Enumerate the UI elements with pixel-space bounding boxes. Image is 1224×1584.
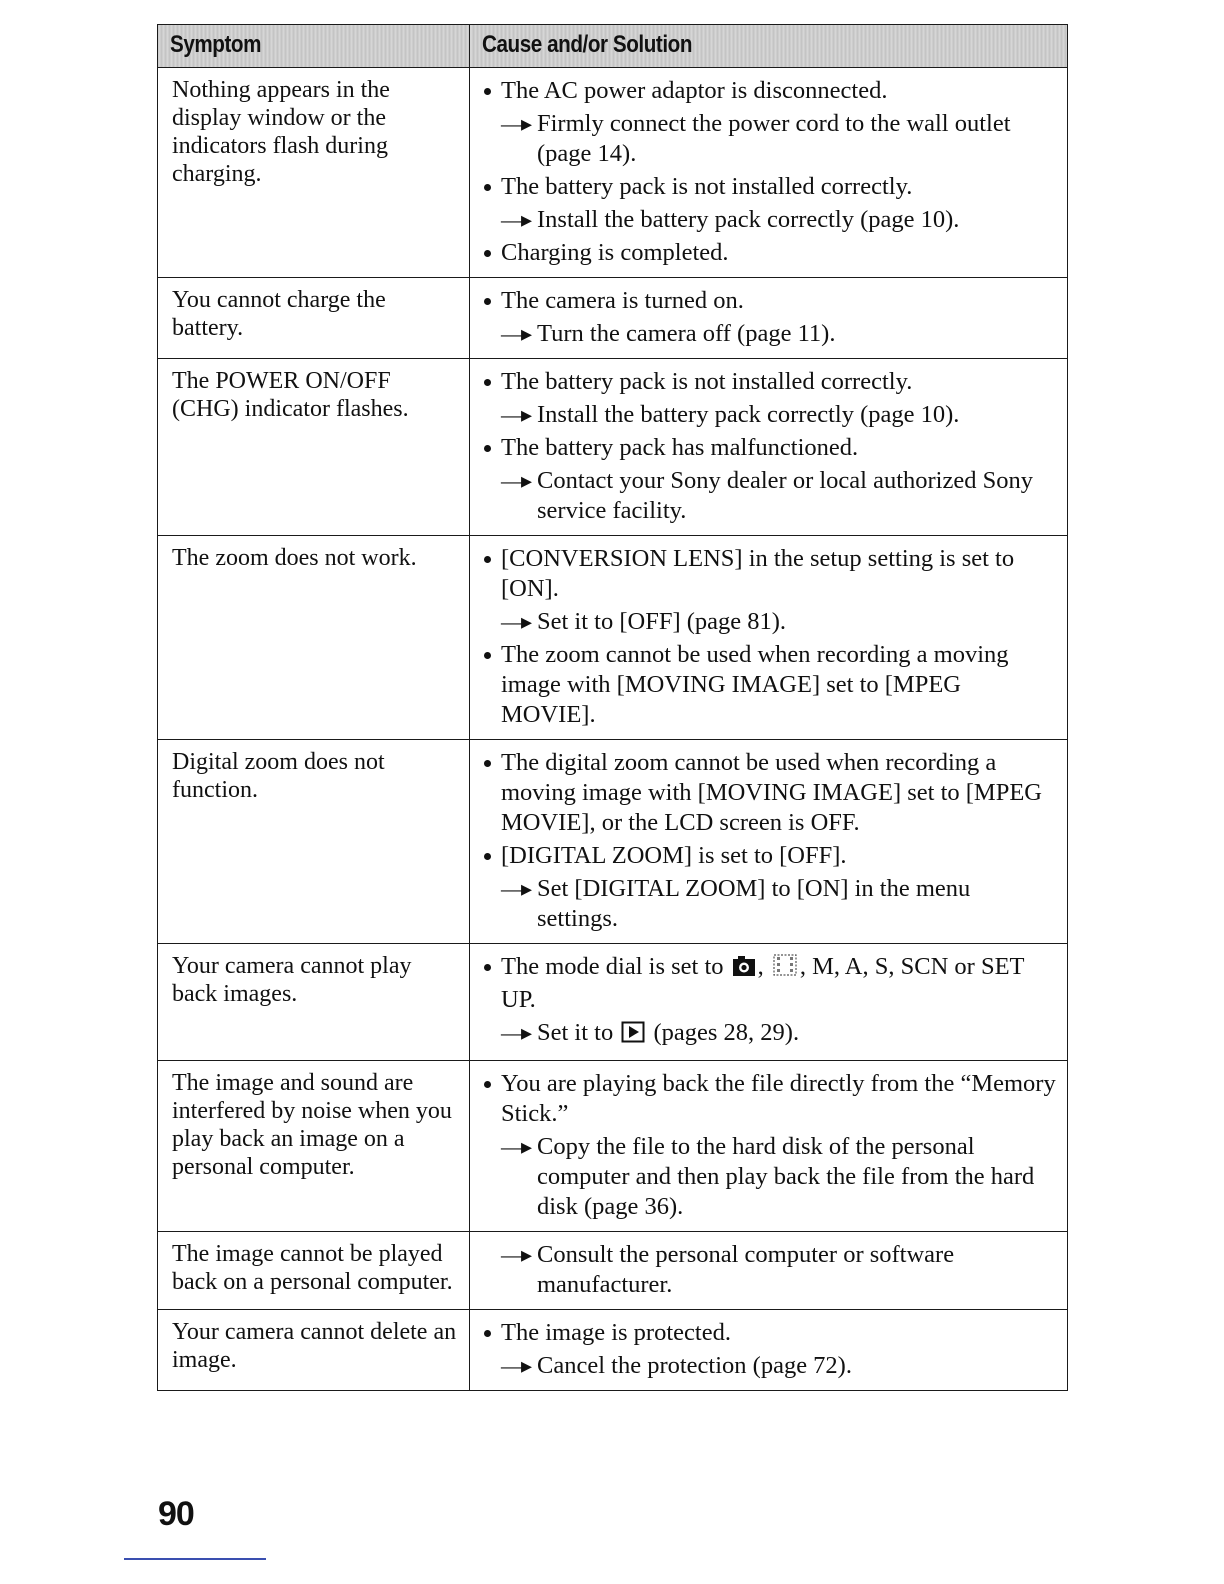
solution-cell: [470, 944, 1068, 1061]
cause-item: The image is protected.: [482, 1318, 1057, 1348]
cause-item: [CONVERSION LENS] in the setup setting is set to [ON].: [482, 544, 1057, 604]
symptom-cell: The zoom does not work.: [158, 536, 470, 740]
troubleshooting-table: [157, 24, 1068, 1391]
remedy-item: —▸ Consult the personal computer or software manufacturer.: [501, 1241, 955, 1298]
footer-rule: [124, 1558, 266, 1560]
symptom-cell: Your camera cannot delete an image.: [158, 1310, 470, 1391]
cause-item: The AC power adaptor is disconnected.: [482, 76, 1057, 106]
remedy-item: —▸ Install the battery pack correctly (page 10).: [501, 401, 960, 428]
arrow-right-icon: —▸: [501, 321, 531, 346]
arrow-right-icon: —▸: [501, 402, 531, 427]
solution-cell: [470, 740, 1068, 944]
arrow-right-icon: —▸: [501, 1134, 531, 1159]
table-row: [158, 740, 1068, 944]
cause-item: The battery pack is not installed correctly.: [482, 172, 1057, 202]
solution-cell: [470, 278, 1068, 359]
symptom-cell: Nothing appears in the display window or the indicators flash during charging.: [158, 68, 470, 278]
cause-item: The zoom cannot be used when recording a moving image with [MOVING IMAGE] set to [MPEG MOVIE].: [482, 640, 1057, 730]
table-row: [158, 68, 1068, 278]
arrow-right-icon: —▸: [501, 1353, 531, 1378]
cause-item: [DIGITAL ZOOM] is set to [OFF].: [482, 841, 1057, 871]
arrow-right-icon: —▸: [501, 609, 531, 634]
solution-cell: [470, 1061, 1068, 1232]
solution-header-label: Cause and/or Solution: [482, 31, 693, 58]
remedy-item: —▸ Contact your Sony dealer or local authorized Sony service facility.: [501, 467, 1033, 524]
symptom-cell: Your camera cannot play back images.: [158, 944, 470, 1061]
arrow-right-icon: —▸: [501, 1020, 531, 1045]
table-row: [158, 278, 1068, 359]
remedy-item: —▸ Set [DIGITAL ZOOM] to [ON] in the menu settings.: [501, 875, 971, 932]
remedy-item: —▸ Cancel the protection (page 72).: [501, 1352, 852, 1379]
movie-mode-icon: [772, 953, 798, 985]
arrow-right-icon: —▸: [501, 207, 531, 232]
symptom-cell: The POWER ON/OFF (CHG) indicator flashes.: [158, 359, 470, 536]
remedy-item: —▸ Copy the file to the hard disk of the personal computer and then play back the file from the hard disk (page 36).: [501, 1133, 1035, 1220]
cause-item: The digital zoom cannot be used when recording a moving image with [MOVING IMAGE] set to [MPEG MOVIE], or the LCD screen is OFF.: [482, 748, 1057, 838]
solution-cell: [470, 359, 1068, 536]
table-header-row: [158, 25, 1068, 68]
solution-column-header: [470, 25, 1068, 68]
remedy-item: —▸ Turn the camera off (page 11).: [501, 320, 836, 347]
symptom-cell: You cannot charge the battery.: [158, 278, 470, 359]
arrow-right-icon: —▸: [501, 111, 531, 136]
symptom-cell: The image and sound are interfered by noise when you play back an image on a personal computer.: [158, 1061, 470, 1232]
table-row: [158, 536, 1068, 740]
table-row: [158, 359, 1068, 536]
cause-item: The battery pack is not installed correctly.: [482, 367, 1057, 397]
remedy-item: —▸ Install the battery pack correctly (page 10).: [501, 206, 960, 233]
arrow-right-icon: —▸: [501, 1242, 531, 1267]
cause-item: You are playing back the file directly from the “Memory Stick.”: [482, 1069, 1057, 1129]
solution-cell: [470, 536, 1068, 740]
symptom-column-header: [158, 25, 470, 68]
page-number: 90: [158, 1495, 194, 1533]
solution-cell: [470, 68, 1068, 278]
remedy-item: —▸ Firmly connect the power cord to the wall outlet (page 14).: [501, 110, 1011, 167]
arrow-right-icon: —▸: [501, 876, 531, 901]
camera-mode-icon: [732, 955, 756, 985]
cause-item: The battery pack has malfunctioned.: [482, 433, 1057, 463]
cause-item: Charging is completed.: [482, 238, 1057, 268]
playback-mode-icon: [621, 1021, 645, 1051]
cause-item: The camera is turned on.: [482, 286, 1057, 316]
table-row: [158, 1061, 1068, 1232]
remedy-item: —▸ Set it to [OFF] (page 81).: [501, 608, 787, 635]
table-row: [158, 1310, 1068, 1391]
symptom-cell: The image cannot be played back on a personal computer.: [158, 1232, 470, 1310]
remedy-item: —▸ Set it to (pages 28, 29).: [482, 1018, 1057, 1051]
cause-item: The mode dial is set to , , M, A, S, SCN or SET UP.: [482, 952, 1057, 1015]
symptom-header-label: Symptom: [170, 31, 262, 58]
table-row: [158, 1232, 1068, 1310]
symptom-cell: Digital zoom does not function.: [158, 740, 470, 944]
solution-cell: [470, 1232, 1068, 1310]
table-row: [158, 944, 1068, 1061]
solution-cell: [470, 1310, 1068, 1391]
arrow-right-icon: —▸: [501, 468, 531, 493]
